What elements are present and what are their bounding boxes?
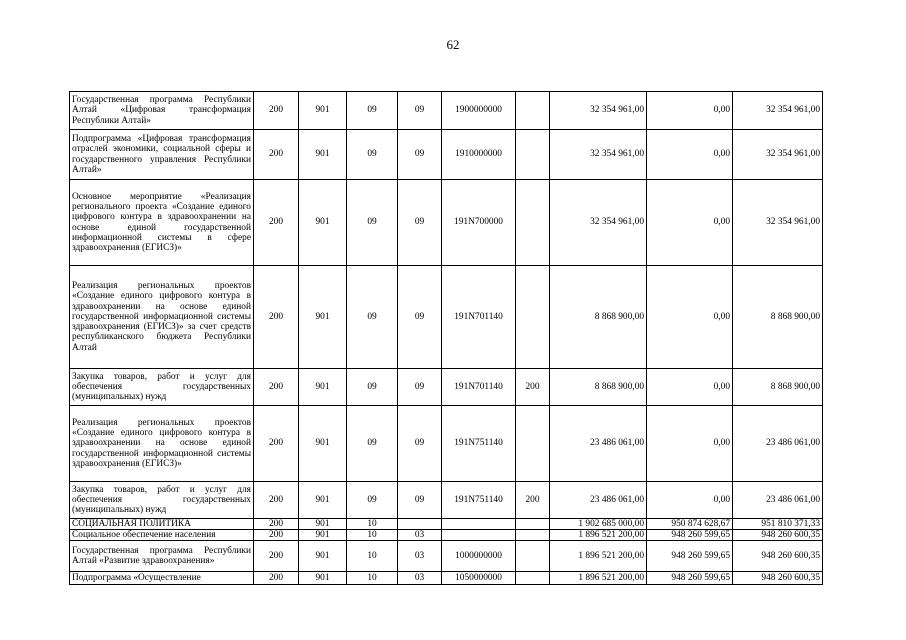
cell-amount-plan: 32 354 961,00: [550, 92, 647, 130]
cell-section: 09: [347, 92, 398, 130]
cell-code: 901: [299, 530, 347, 541]
cell-subsection: 03: [398, 572, 442, 585]
cell-expense-type: [516, 266, 550, 369]
table-row: [70, 541, 823, 572]
cell-amount-change: 0,00: [647, 406, 733, 482]
row-name: Реализация региональных проектов «Создание единого цифрового контура в здравоохранении на основе единой государственной информационной системы здравоохранения (ЕГИСЗ)» за счет средств республиканского бюджета Республики Алтай: [70, 266, 254, 369]
row-name: Реализация региональных проектов «Создание единого цифрового контура в здравоохранении на основе единой государственной информационной системы здравоохранения (ЕГИСЗ)»: [70, 406, 254, 482]
row-name: СОЦИАЛЬНАЯ ПОЛИТИКА: [70, 519, 254, 530]
cell-expense-type: [516, 519, 550, 530]
cell-subsection: 09: [398, 406, 442, 482]
cell-amount-plan: 23 486 061,00: [550, 406, 647, 482]
table-row: [70, 530, 823, 541]
cell-ved: 200: [254, 530, 299, 541]
cell-target-article: 191N751140: [442, 482, 516, 519]
cell-amount-total: 32 354 961,00: [733, 92, 823, 130]
cell-subsection: 03: [398, 541, 442, 572]
cell-amount-plan: 1 896 521 200,00: [550, 541, 647, 572]
row-name: Государственная программа Республики Алтай «Цифровая трансформация Республики Алтай»: [70, 92, 254, 130]
row-name: Закупка товаров, работ и услуг для обеспечения государственных (муниципальных) нужд: [70, 482, 254, 519]
cell-amount-plan: 23 486 061,00: [550, 482, 647, 519]
table-row: [70, 369, 823, 406]
cell-amount-total: 948 260 600,35: [733, 572, 823, 585]
cell-target-article: [442, 530, 516, 541]
cell-ved: 200: [254, 572, 299, 585]
cell-section: 09: [347, 130, 398, 180]
cell-target-article: 191N751140: [442, 406, 516, 482]
cell-section: 10: [347, 519, 398, 530]
cell-amount-total: 23 486 061,00: [733, 406, 823, 482]
cell-code: 901: [299, 92, 347, 130]
cell-target-article: 191N701140: [442, 369, 516, 406]
cell-subsection: 09: [398, 266, 442, 369]
table-row: [70, 572, 823, 585]
row-name: Социальное обеспечение населения: [70, 530, 254, 541]
page-number: 62: [446, 37, 460, 52]
cell-subsection: 09: [398, 130, 442, 180]
cell-expense-type: [516, 541, 550, 572]
cell-amount-plan: 1 896 521 200,00: [550, 530, 647, 541]
cell-expense-type: [516, 530, 550, 541]
row-name: Государственная программа Республики Алтай «Развитие здравоохранения»: [70, 541, 254, 572]
cell-code: 901: [299, 266, 347, 369]
cell-code: 901: [299, 369, 347, 406]
cell-section: 09: [347, 482, 398, 519]
cell-amount-change: 0,00: [647, 180, 733, 266]
cell-subsection: [398, 519, 442, 530]
cell-amount-plan: 8 868 900,00: [550, 369, 647, 406]
cell-expense-type: 200: [516, 369, 550, 406]
cell-code: 901: [299, 482, 347, 519]
cell-ved: 200: [254, 519, 299, 530]
cell-amount-total: 948 260 600,35: [733, 530, 823, 541]
cell-section: 09: [347, 406, 398, 482]
cell-expense-type: 200: [516, 482, 550, 519]
cell-amount-plan: 32 354 961,00: [550, 180, 647, 266]
cell-section: 10: [347, 541, 398, 572]
cell-amount-total: 32 354 961,00: [733, 180, 823, 266]
cell-amount-change: 948 260 599,65: [647, 530, 733, 541]
cell-amount-change: 0,00: [647, 369, 733, 406]
cell-expense-type: [516, 406, 550, 482]
cell-target-article: 191N700000: [442, 180, 516, 266]
cell-target-article: 1910000000: [442, 130, 516, 180]
cell-amount-change: 0,00: [647, 482, 733, 519]
cell-target-article: 1900000000: [442, 92, 516, 130]
cell-amount-plan: 8 868 900,00: [550, 266, 647, 369]
cell-target-article: 191N701140: [442, 266, 516, 369]
table-row: [70, 406, 823, 482]
cell-target-article: 1050000000: [442, 572, 516, 585]
cell-subsection: 09: [398, 482, 442, 519]
row-name: Закупка товаров, работ и услуг для обеспечения государственных (муниципальных) нужд: [70, 369, 254, 406]
cell-section: 10: [347, 572, 398, 585]
cell-amount-plan: 1 902 685 000,00: [550, 519, 647, 530]
cell-ved: 200: [254, 180, 299, 266]
cell-target-article: 1000000000: [442, 541, 516, 572]
cell-amount-plan: 1 896 521 200,00: [550, 572, 647, 585]
cell-subsection: 09: [398, 180, 442, 266]
cell-code: 901: [299, 519, 347, 530]
cell-ved: 200: [254, 92, 299, 130]
cell-amount-total: 948 260 600,35: [733, 541, 823, 572]
row-name: Подпрограмма «Осуществление: [70, 572, 254, 585]
cell-amount-plan: 32 354 961,00: [550, 130, 647, 180]
table-row: [70, 482, 823, 519]
cell-amount-total: 8 868 900,00: [733, 369, 823, 406]
cell-expense-type: [516, 130, 550, 180]
cell-amount-total: 23 486 061,00: [733, 482, 823, 519]
cell-ved: 200: [254, 482, 299, 519]
cell-ved: 200: [254, 541, 299, 572]
row-name: Подпрограмма «Цифровая трансформация отраслей экономики, социальной сферы и государственного управления Республики Алтай»: [70, 130, 254, 180]
cell-amount-total: 951 810 371,33: [733, 519, 823, 530]
cell-section: 09: [347, 266, 398, 369]
cell-amount-change: 950 874 628,67: [647, 519, 733, 530]
table-row: [70, 180, 823, 266]
cell-code: 901: [299, 180, 347, 266]
cell-expense-type: [516, 572, 550, 585]
cell-amount-change: 948 260 599,65: [647, 572, 733, 585]
cell-code: 901: [299, 130, 347, 180]
table-row: [70, 266, 823, 369]
cell-amount-total: 32 354 961,00: [733, 130, 823, 180]
cell-code: 901: [299, 406, 347, 482]
cell-expense-type: [516, 180, 550, 266]
cell-ved: 200: [254, 369, 299, 406]
cell-expense-type: [516, 92, 550, 130]
cell-amount-change: 0,00: [647, 266, 733, 369]
cell-ved: 200: [254, 130, 299, 180]
cell-amount-change: 0,00: [647, 92, 733, 130]
cell-section: 09: [347, 180, 398, 266]
cell-amount-change: 948 260 599,65: [647, 541, 733, 572]
table-row: [70, 130, 823, 180]
cell-target-article: [442, 519, 516, 530]
cell-subsection: 09: [398, 92, 442, 130]
cell-code: 901: [299, 572, 347, 585]
table-row: [70, 92, 823, 130]
cell-section: 10: [347, 530, 398, 541]
row-name: Основное мероприятие «Реализация регионального проекта «Создание единого цифрового контура в здравоохранении на основе единой государственной информационной системы в сфере здравоохранения (ЕГИСЗ)»: [70, 180, 254, 266]
cell-ved: 200: [254, 406, 299, 482]
cell-ved: 200: [254, 266, 299, 369]
cell-subsection: 09: [398, 369, 442, 406]
cell-subsection: 03: [398, 530, 442, 541]
cell-section: 09: [347, 369, 398, 406]
cell-code: 901: [299, 541, 347, 572]
cell-amount-change: 0,00: [647, 130, 733, 180]
cell-amount-total: 8 868 900,00: [733, 266, 823, 369]
table-row: [70, 519, 823, 530]
budget-table: [69, 91, 823, 585]
